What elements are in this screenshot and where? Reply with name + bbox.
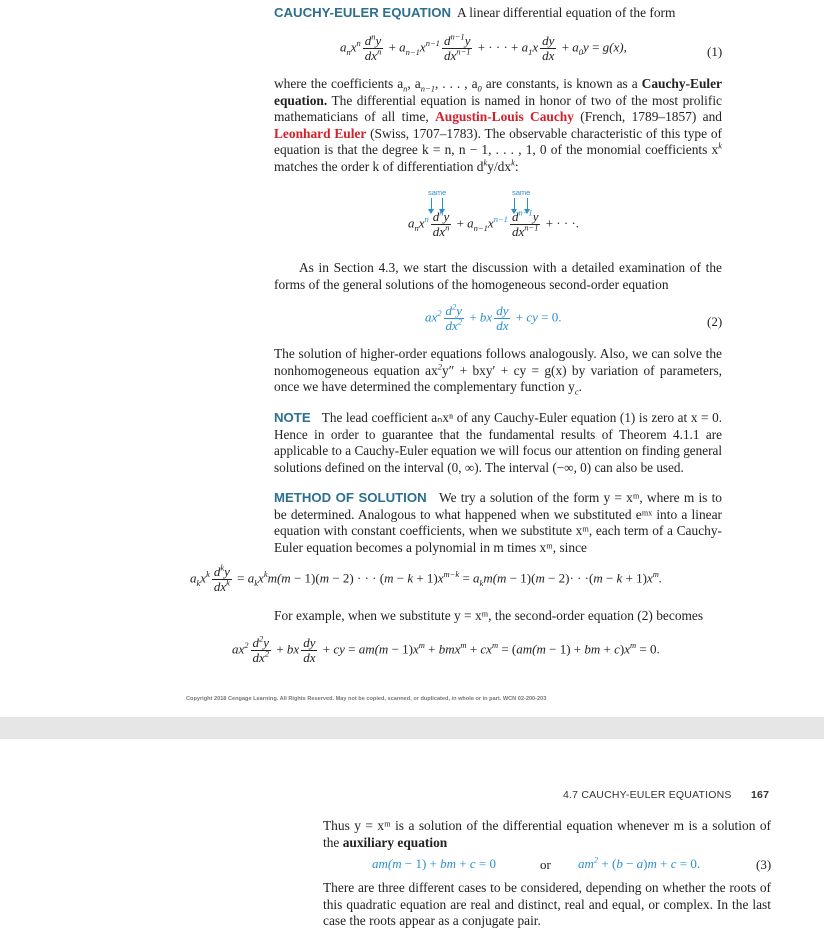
arrow-down-icon <box>431 198 432 210</box>
name-euler: Leonhard Euler <box>274 125 367 141</box>
equation-1: $a_nx^n$ $\frac{d^ny}{dx^n}$ + $a_{n-1}x^{n-1}$ $\frac{d^{n-1}y}{dx^{n-1}}$ + · · · + $a_1x$ $\frac{dy}{dx}$ + $a_0y = g(x)$, <box>340 31 627 63</box>
para1-f: (French, 1789–1857) and <box>573 109 723 124</box>
cases-paragraph: There are three different cases to be considered, depending on whether the roots of this quadratic equation are real and distinct, real and equal, or complex. In the last case the roots appear as a conjugate pair. <box>323 880 771 928</box>
substitution-equation: $a_kx^k$ $\frac{d^ky}{dx^k}$ = $a_kx^km(m - 1)(m - 2)$ · · · $(m - k + 1)x^{m-k} = a_km(m - 1)(m - 2)\cdot \cdot \cdot(m - k + 1)x^m$. <box>190 562 663 594</box>
aux-para-a: Thus y = xᵐ is a solution of the differential equation whenever m is a solution of the <box>323 818 771 850</box>
definition-paragraph: where the coefficients $a_n$, $a_{n-1}$, . . . , $a_0$ are constants, is known as a Cauchy-Euler equation. The differential equation is named in honor of two of the most prolific mathematicians of all time, Augustin-Louis Cauchy (French, 1789–1857) and Leonhard Euler (Swiss, 1707–1783). The observable characteristic of this type of equation is that the degree k = n, n − 1, . . . , 1, 0 of the monomial coefficients $x^k$ matches the order k of differentiation $d^ky/dx^k$: <box>274 76 723 174</box>
para3-b: y″ + bxy′ + cy = g(x) by variation of parameters, once we have determined the complementary function y <box>274 362 722 394</box>
intro-text: A linear differential equation of the form <box>457 5 676 20</box>
method-heading: METHOD OF SOLUTION <box>274 490 427 505</box>
para1-b: , a <box>407 76 421 91</box>
cauchy-euler-heading: CAUCHY-EULER EQUATION <box>274 5 452 20</box>
para3-a: The solution of higher-order equations follows analogously. Also, we can solve the nonhomogeneous equation ax <box>274 346 722 378</box>
para1-c: , . . . , a <box>434 76 478 91</box>
cauchy-euler-term: Cauchy-Euler equation. <box>274 76 723 108</box>
para1-d: are constants, is known as a <box>481 76 642 91</box>
equation-1-number: (1) <box>707 44 723 59</box>
auxiliary-equation-term: auxiliary equation <box>342 834 448 850</box>
auxiliary-equation-2: $am^2 + (b - a)m + c = 0$. <box>578 854 701 871</box>
equation-2-number: (2) <box>707 314 723 329</box>
note-heading: NOTE <box>274 410 311 425</box>
para1-e: The differential equation is named in honor of two of the most prolific mathematicians of all time, <box>274 92 722 124</box>
method-paragraph <box>274 490 722 556</box>
para1-i: y/dx <box>487 158 512 174</box>
para3-c: . <box>578 379 582 394</box>
resulting-equation: $ax^2$ $\frac{d^2y}{dx^2}$ + bx $\frac{dy}{dx}$ + cy = $am(m - 1)x^m + bmx^m + cx^m = (am(m - 1)$ + bm + $c)x^m = 0$. <box>232 633 660 665</box>
auxiliary-or: or <box>540 857 551 872</box>
section-reference-paragraph: As in Section 4.3, we start the discussion with a detailed examination of the forms of the general solutions of the homogeneous second-order equation <box>274 260 722 292</box>
section-title: 4.7 CAUCHY-EULER EQUATIONS <box>563 789 732 801</box>
para1-h: matches the order k of differentiation d <box>274 158 484 174</box>
example-paragraph: For example, when we substitute y = xᵐ, the second-order equation (2) becomes <box>274 608 704 623</box>
copyright-notice: Copyright 2018 Cengage Learning. All Rights Reserved. May not be copied, scanned, or duplicated, in whole or in part. WCN 02-200-203 <box>186 696 547 702</box>
method-text: We try a solution of the form y = xᵐ, where m is to be determined. Analogous to what happened when we substituted eᵐˣ into a linear equation with constant coefficients, when we substitute xᵐ, each term of a Cauchy-Euler equation becomes a polynomial in m times xᵐ, since <box>274 490 722 555</box>
para1-j: : <box>514 158 519 174</box>
note-paragraph <box>274 410 722 476</box>
auxiliary-equation-1: am(m − 1) + bm + c = 0 <box>372 856 496 871</box>
intro-paragraph <box>274 5 722 22</box>
page-number: 167 <box>751 789 770 801</box>
auxiliary-paragraph <box>323 818 771 851</box>
equation-3-number: (3) <box>756 857 772 872</box>
equation-2: $ax^2$ $\frac{d^2y}{dx^2}$ + bx $\frac{dy}{dx}$ + cy = 0. <box>425 301 562 333</box>
same-label-1: same <box>428 188 447 197</box>
same-illustration-equation: $a_nx^n$ $\frac{d^ny}{dx^n}$ + $a_{n-1}x^{n-1}$ $\frac{d^{n-1}y}{dx^{n-1}}$ + · · ·. <box>408 207 580 239</box>
same-label-2: same <box>512 188 531 197</box>
para1-g: (Swiss, 1707–1783). The observable characteristic of this type of equation is that the degree k = n, n − 1, . . . , 1, 0 of the monomial coefficients x <box>274 125 722 157</box>
para1-a: where the coefficients a <box>274 76 404 91</box>
running-header <box>563 789 770 801</box>
higher-order-paragraph: The solution of higher-order equations follows analogously. Also, we can solve the nonhomogeneous equation $ax^2y'' + bxy'$ + cy = g(x) by variation of parameters, once we have determined the complementary function $y_c$. <box>274 346 722 397</box>
note-text: The lead coefficient aₙxⁿ of any Cauchy-Euler equation (1) is zero at x = 0. Hence in order to guarantee that the fundamental results of Theorem 4.1.1 are applicable to a Cauchy-Euler equation we will focus our attention on finding general solutions defined on the interval (0, ∞). The interval (−∞, 0) can also be used. <box>274 410 722 475</box>
name-cauchy: Augustin-Louis Cauchy <box>435 109 574 124</box>
